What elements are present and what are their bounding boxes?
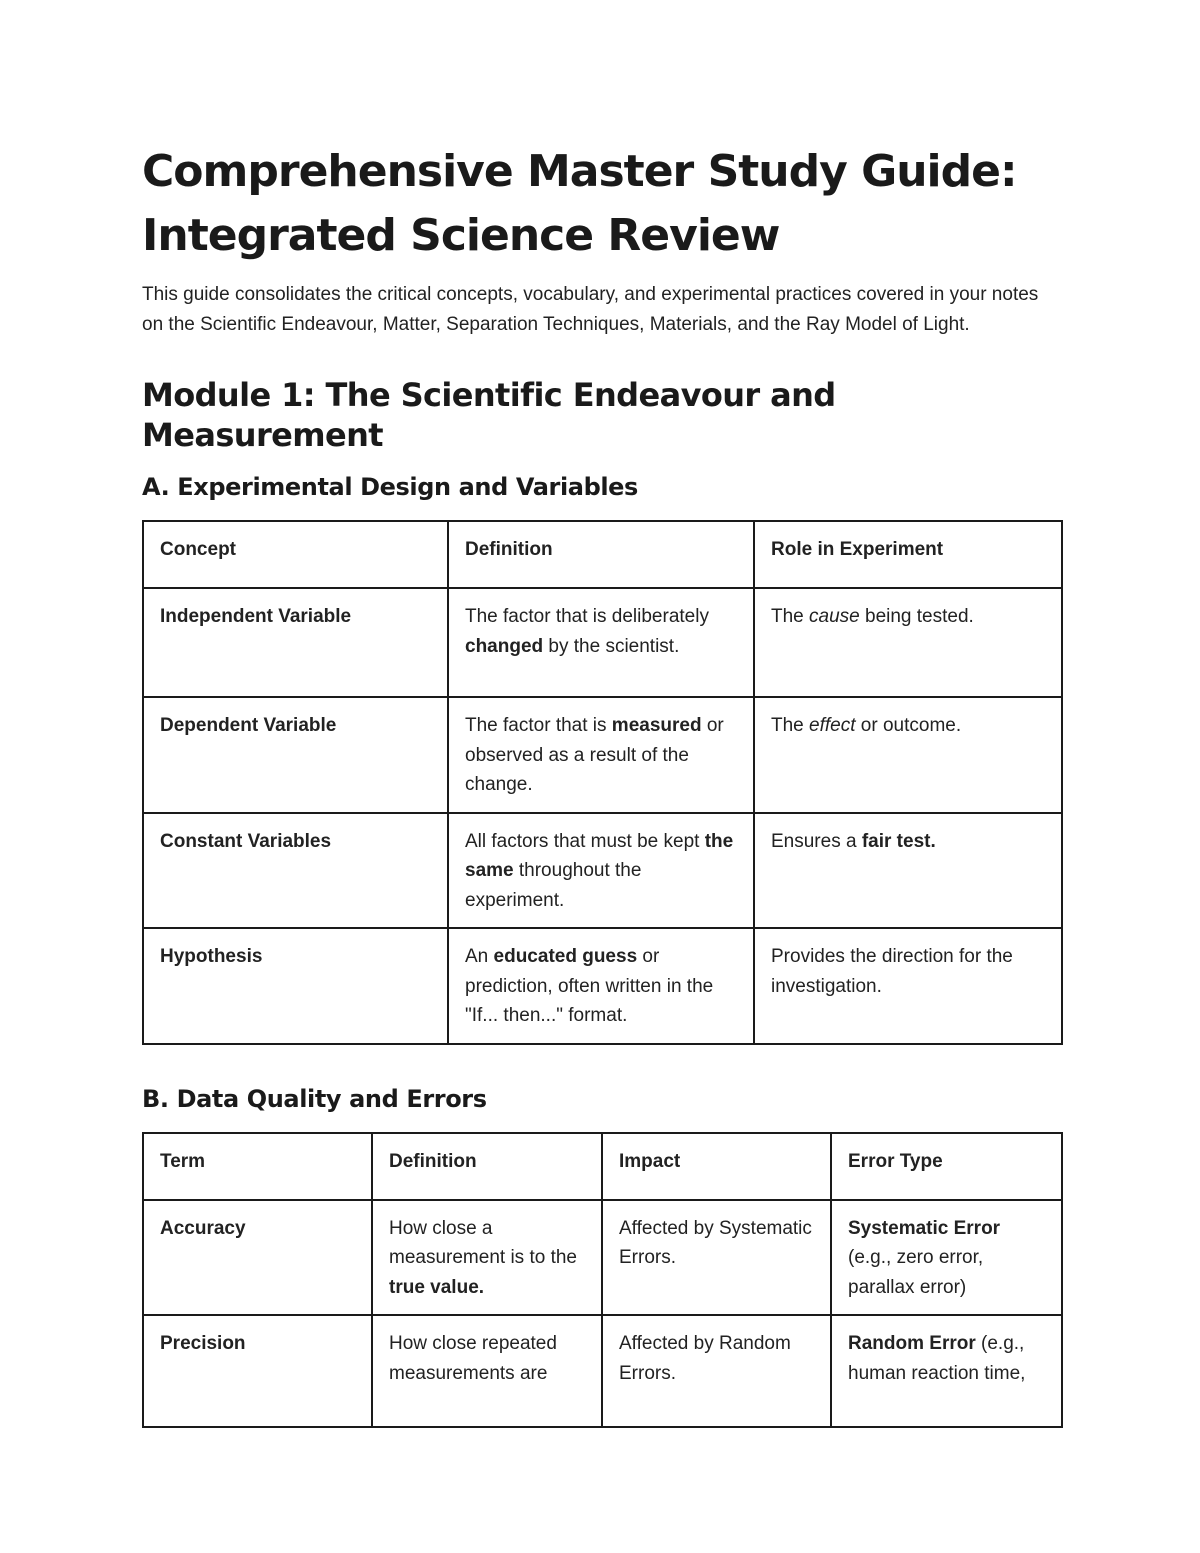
definition-cell: How close a measurement is to the true value. [372,1200,602,1316]
section-a-heading: A. Experimental Design and Variables [142,473,638,501]
column-header: Definition [448,521,754,588]
document-page [142,140,1060,1428]
definition-cell: How close repeated measurements are [372,1315,602,1427]
column-header: Definition [372,1133,602,1200]
section-b-heading: B. Data Quality and Errors [142,1084,487,1113]
intro-paragraph: This guide consolidates the critical concepts, vocabulary, and experimental practices covered in your notes on the Scientific Endeavour, Matter, Separation Techniques, Materials, and the Ray Model of Light. [142,284,1039,335]
document-title: Comprehensive Master Study Guide: Integrated Science Review [142,146,1017,261]
term-cell: Accuracy [143,1200,372,1316]
term-cell: Constant Variables [143,813,448,929]
definition-cell: The factor that is deliberately changed by the scientist. [448,588,754,697]
term-cell: Dependent Variable [143,697,448,813]
table-header-row [143,1133,1062,1200]
column-header: Concept [143,521,448,588]
table-row [143,588,1062,697]
data-quality-table [142,1132,1063,1429]
column-header: Term [143,1133,372,1200]
error-type-cell: Random Error (e.g., human reaction time, [831,1315,1062,1427]
variables-table [142,520,1063,1045]
table-row [143,1200,1062,1316]
term-cell: Independent Variable [143,588,448,697]
table-row [143,697,1062,813]
role-cell: The effect or outcome. [754,697,1062,813]
term-cell: Hypothesis [143,928,448,1044]
error-type-cell: Systematic Error (e.g., zero error, parallax error) [831,1200,1062,1316]
term-cell: Precision [143,1315,372,1427]
table-row [143,928,1062,1044]
column-header: Error Type [831,1133,1062,1200]
role-cell: Provides the direction for the investigation. [754,928,1062,1044]
table-row [143,1315,1062,1427]
table-row [143,813,1062,929]
definition-cell: All factors that must be kept the same throughout the experiment. [448,813,754,929]
module-1-heading: Module 1: The Scientific Endeavour and Measurement [142,376,836,454]
role-cell: The cause being tested. [754,588,1062,697]
column-header: Role in Experiment [754,521,1062,588]
definition-cell: An educated guess or prediction, often written in the "If... then..." format. [448,928,754,1044]
definition-cell: The factor that is measured or observed as a result of the change. [448,697,754,813]
impact-cell: Affected by Systematic Errors. [602,1200,831,1316]
impact-cell: Affected by Random Errors. [602,1315,831,1427]
column-header: Impact [602,1133,831,1200]
table-header-row [143,521,1062,588]
role-cell: Ensures a fair test. [754,813,1062,929]
